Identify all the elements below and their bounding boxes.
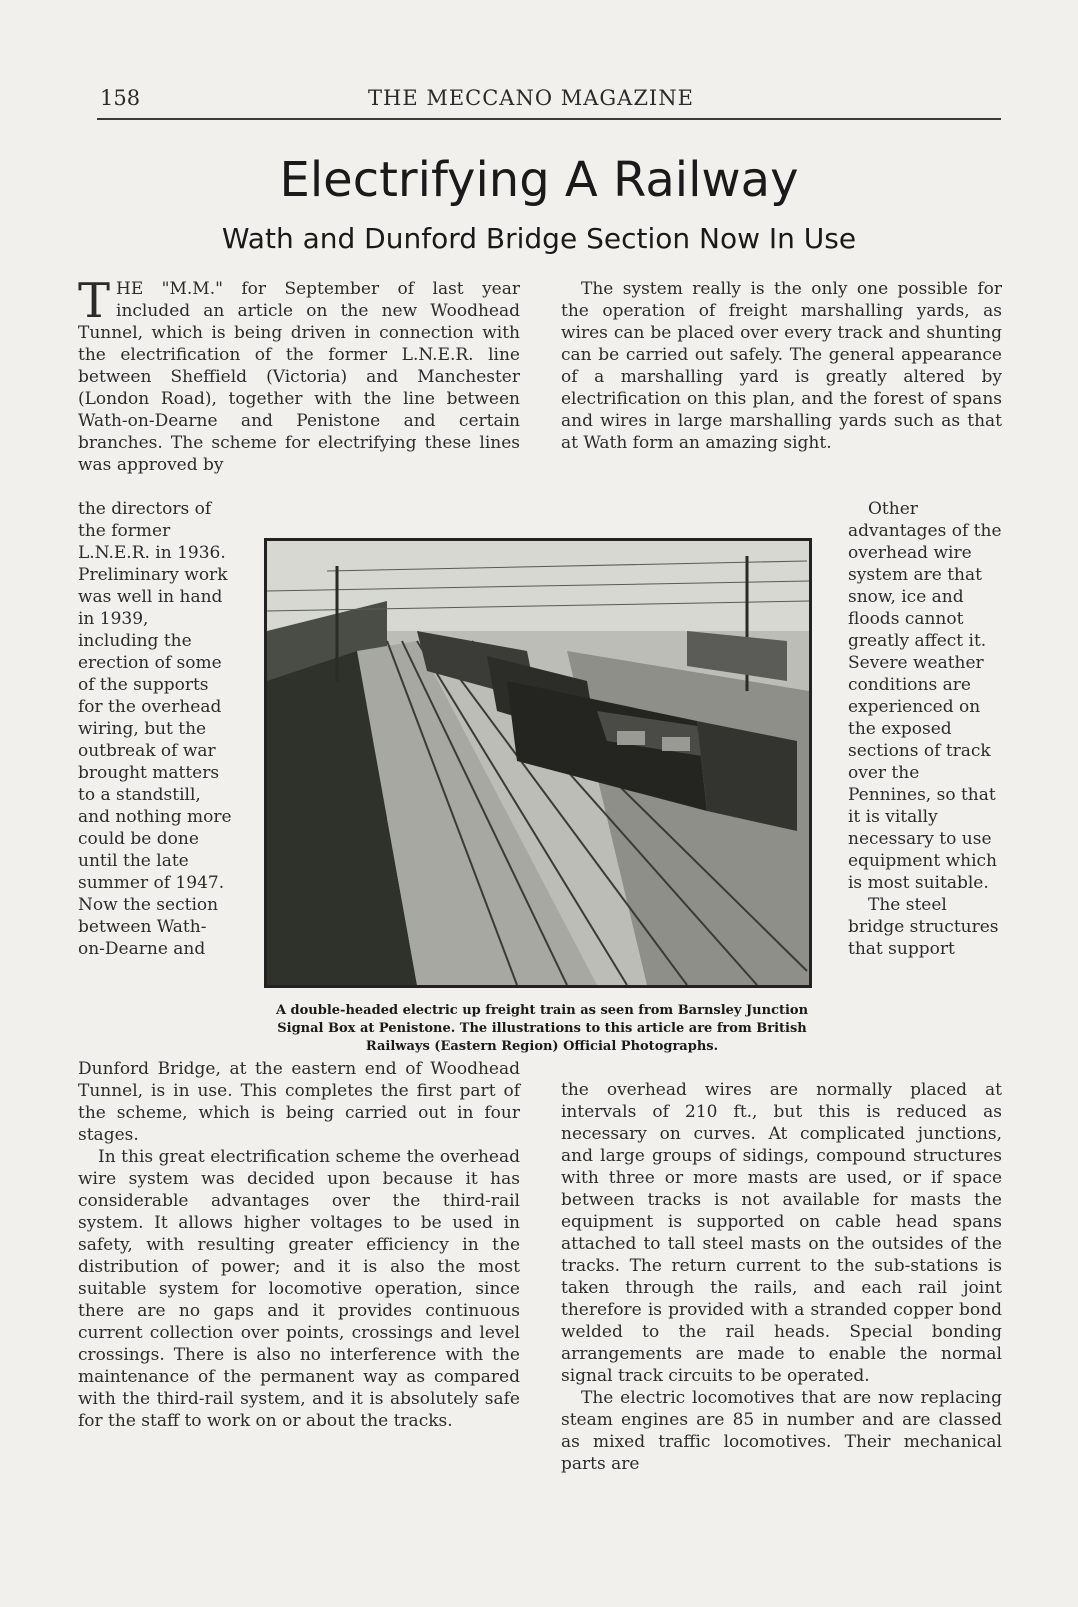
paragraph: the directors of the former L.N.E.R. in 1936. Preliminary work was well in hand in 1939, including the erection of some of the supports for the overhead wiring, but the outbreak of war brought matters to a standstill, and nothing more could be done until the late summer of 1947. Now the section between Wath-on-Dearne and [78,499,232,959]
left-column-bottom [78,1058,520,1432]
page-number: 158 [100,86,141,110]
paragraph: Dunford Bridge, at the eastern end of Woodhead Tunnel, is in use. This completes the first part of the scheme, which is being carried out in four stages. [78,1059,520,1145]
left-column-top [78,273,520,476]
train-photo-illustration [267,541,809,985]
left-column-narrow [78,498,233,960]
right-column-top [561,278,1002,454]
paragraph: The steel bridge structures that support [848,895,999,959]
paragraph: Other advantages of the overhead wire system are that snow, ice and floods cannot greatly affect it. Severe weather conditions are experienced on the exposed sections of track over the Pennines, so that it is vitally necessary to use equipment which is most suitable. [848,499,1002,893]
train-photograph [264,538,812,988]
header-rule [97,118,1001,120]
article-subtitle: Wath and Dunford Bridge Section Now In Use [221,222,857,255]
paragraph: The system really is the only one possible for the operation of freight marshalling yards, as wires can be placed over every track and shunting can be carried out safely. The general appearance of a marshalling yard is greatly altered by electrification on this plan, and the forest of spans and wires in large marshalling yards such as that at Wath form an amazing sight. [561,279,1002,453]
paragraph: HE "M.M." for September of last year included an article on the new Woodhead Tunnel, which is being driven in connection with the electrification of the former L.N.E.R. line between Sheffield (Victoria) and Manchester (London Road), together with the line between Wath-on-Dearne and Penistone and certain branches. The scheme for electrifying these lines was approved by [78,279,520,475]
right-column-bottom [561,1079,1002,1475]
paragraph: The electric locomotives that are now replacing steam engines are 85 in number and are classed as mixed traffic locomotives. Their mechanical parts are [561,1388,1002,1474]
drop-cap: T [78,273,111,329]
article-title: Electrifying A Railway [279,152,799,208]
running-head: THE MECCANO MAGAZINE [368,86,694,110]
paragraph: the overhead wires are normally placed at intervals of 210 ft., but this is reduced as necessary on curves. At complicated junctions, and large groups of sidings, compound structures with three or more masts are used, or if space between tracks is not available for masts the equipment is supported on cable head spans attached to tall steel masts on the outsides of the tracks. The return current to the sub-stations is taken through the rails, and each rail joint therefore is provided with a stranded copper bond welded to the rail heads. Special bonding arrangements are made to enable the normal signal track circuits to be operated. [561,1080,1002,1386]
paragraph: In this great electrification scheme the overhead wire system was decided upon because it has considerable advantages over the third-rail system. It allows higher voltages to be used in safety, with resulting greater efficiency in the distribution of power; and it is also the most suitable system for locomotive operation, since there are no gaps and it provides continuous current collection over points, crossings and level crossings. There is also no interference with the maintenance of the permanent way as compared with the third-rail system, and it is absolutely safe for the staff to work on or about the tracks. [78,1147,520,1431]
photo-caption: A double-headed electric up freight train as seen from Barnsley Junction Signal Box at Penistone. The illustrations to this article are from British Railways (Eastern Region) Official Photographs. [275,1003,809,1054]
right-column-narrow [848,498,1002,960]
